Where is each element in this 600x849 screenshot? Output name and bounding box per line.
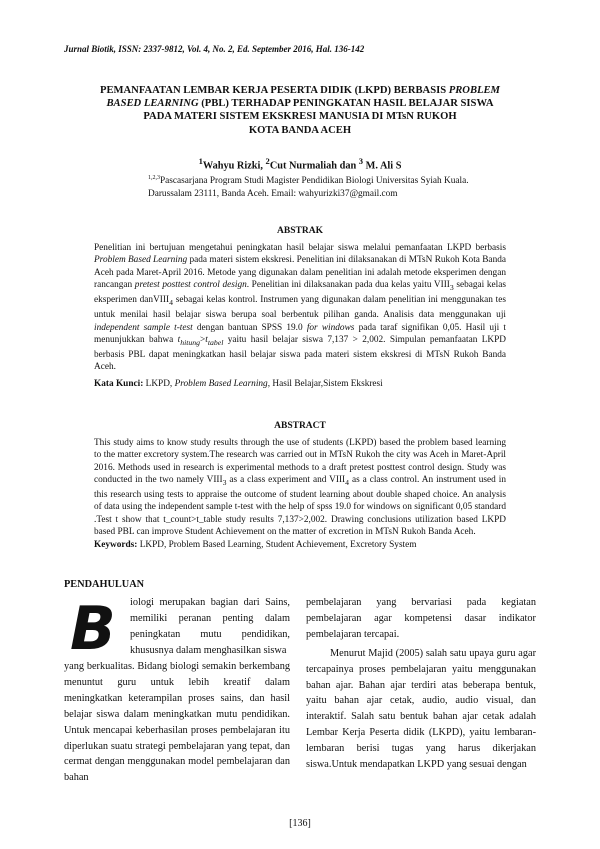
- abstract-heading: ABSTRACT: [274, 421, 326, 431]
- title-line2-italic: BASED LEARNING: [106, 98, 199, 110]
- intro-right-p1: pembelajaran yang bervariasi pada kegiatan pembelajaran agar kompetensi dasar indikator pembelajaran tercapai.: [306, 597, 536, 640]
- affil-line1: Pascasarjana Program Studi Magister Pendidikan Biologi Universitas Syiah Kuala.: [160, 176, 469, 187]
- author2: Cut Nurmaliah dan: [269, 160, 359, 172]
- authors: [0, 156, 600, 171]
- paper-title: [84, 84, 516, 137]
- abstrak-body: Penelitian ini bertujuan mengetahui peningkatan hasil belajar siswa melalui pemanfaatan LKPD berbasis Problem Based Learning pada materi sistem ekskresi. Penelitian ini dilaksanakan di MTsN Rukoh Kota Banda Aceh pada Maret-April 2016. Metode yang digunakan dalam penelitian ini adalah metode eksperimen dengan rancangan pretest posttest control design. Penelitian ini dilaksanakan pada dua kelas yaitu $VIII_3$ sebagai kelas eksperimen danVIII$_4$ sebagai kelas kontrol. Instrumen yang digunakan dalam penelitian ini menggunakan tes untuk menilai hasil belajar siswa berupa soal berbentuk pilihan ganda. Analisis data menggunakan uji independent sample t-test dengan bantuan SPSS 19.0 for windows pada taraf signifikan 0,05. Hasil uji t menunjukkan bahwa $t_{hitung}>t_{tabel}$ yaitu hasil belajar siswa 7,137 > 2,002. Simpulan pemanfaatan LKPD berbasis PBL dapat meningkatkan hasil belajar siswa pada materi sistem ekskresi di MTsN Rukoh Banda Aceh.: [94, 243, 506, 373]
- title-line3: PADA MATERI SISTEM EKSKRESI MANUSIA DI MTsN RUKOH: [143, 111, 457, 123]
- author3: M. Ali S: [363, 160, 402, 172]
- intro-right-column: [306, 595, 536, 773]
- affil-line2: Darussalam 23111, Banda Aceh. Email: wahyurizki37@gmail.com: [148, 189, 398, 200]
- intro-left-indented: iologi merupakan bagian dari Sains, memiliki peranan penting dalam peningkatan mutu pendidikan, khususnya dalam menghasilkan siswa: [130, 597, 290, 656]
- title-line1: PEMANFAATAN LEMBAR KERJA PESERTA DIDIK (LKPD) BERBASIS: [100, 85, 449, 96]
- affiliation: [148, 172, 488, 201]
- title-line2: (PBL) TERHADAP PENINGKATAN HASIL BELAJAR SISWA: [198, 98, 494, 110]
- author3-sup: 3: [358, 156, 364, 166]
- drop-cap: B: [70, 594, 116, 664]
- intro-right-p2: Menurut Majid (2005) salah satu upaya guru agar tercapainya proses pembelajaran yaitu menggunakan bahan ajar. Bahan ajar terdiri atas beberapa bentuk, yaitu bahan ajar cetak, audio, audio visual, dan interaktif. Salah satu bentuk bahan ajar cetak adalah Lembar Kerja Peserta didik (LKPD), yaitu lembaran-lembaran berisi tugas yang harus dikerjakan siswa.Untuk mendapatkan LKPD yang sesuai dengan: [306, 647, 536, 771]
- intro-left-full: yang berkualitas. Bidang biologi semakin berkembang menuntut guru untuk lebih kreatif dalam meningkatkan keterampilan proses sains, dan hasil belajar siswa dalam meningkatkan mutu pendidikan. Untuk mencapai keberhasilan proses pembelajaran itu diperlukan suatu strategi pembelajaran yang tepat, dan cermat dengan menggunakan model pembelajaran dan bahan: [64, 661, 290, 784]
- abstrak-keywords: Kata Kunci: LKPD, Problem Based Learning, Hasil Belajar,Sistem Ekskresi: [94, 379, 383, 389]
- abstract-keywords: Keywords: LKPD, Problem Based Learning, Student Achievement, Excretory System: [94, 540, 417, 550]
- affil-sup: 1,2,3: [148, 175, 160, 181]
- author2-sup: 2: [265, 156, 270, 166]
- title-line1-italic: PROBLEM: [448, 85, 500, 96]
- page-number: [136]: [289, 818, 311, 829]
- title-line4: KOTA BANDA ACEH: [248, 124, 352, 136]
- author1: Wahyu Rizki,: [202, 160, 266, 172]
- pendahuluan-heading: PENDAHULUAN: [64, 579, 145, 590]
- author1-sup: 1: [198, 156, 203, 166]
- journal-header: Jurnal Biotik, ISSN: 2337-9812, Vol. 4, No. 2, Ed. September 2016, Hal. 136-142: [64, 44, 365, 54]
- abstrak-heading: ABSTRAK: [277, 226, 323, 236]
- abstract-body: This study aims to know study results through the use of students (LKPD) based the problem based learning to the matter excretory system.The research was carried out in MTsN Rukoh the city was Aceh in Maret-April 2016. Methods used in research is experimental methods to a draft pretest posttest control design. Study was conducted in the two namely $VIII_3$ as a class experiment and $VIII_4$ as a class control. An instrument used in this research using tests to appraise the outcome of student learning about double shaped choice. An analysis of data using the independent sample t-test with the help of spss 19.0 for windows on significant 0,05 standard .Test t show that t_count>t_table study results 7,137>2,002. Drawing conclusions utilization based LKPD based PBL can improve Student Achievement on the matter of excretion in MTsN Rukoh Banda Aceh.: [94, 438, 506, 537]
